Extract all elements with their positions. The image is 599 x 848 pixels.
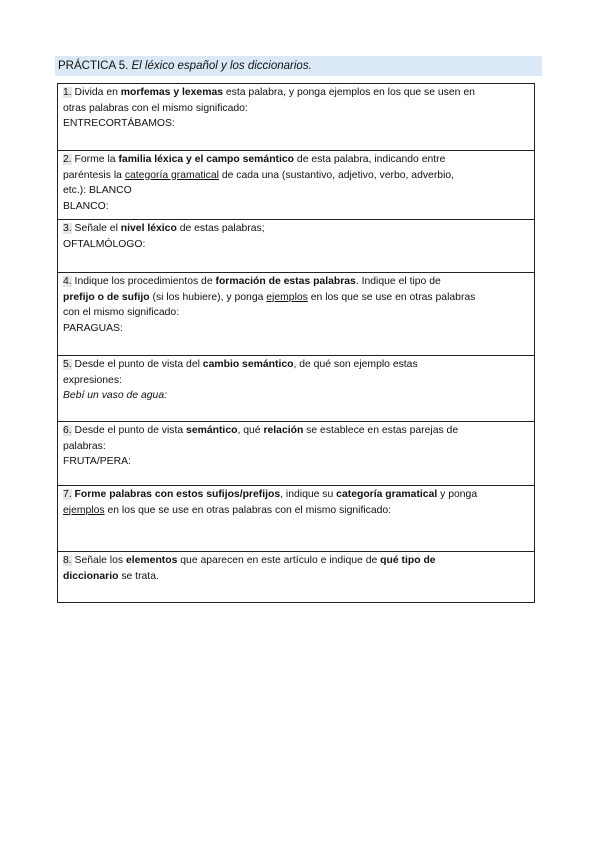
exercise-bold-text: nivel léxico [120, 223, 177, 234]
exercise-text: que aparecen en este artículo e indique de [177, 555, 381, 566]
exercise-bold-text: categoría gramatical [336, 489, 438, 500]
exercise-table [57, 83, 535, 603]
exercise-text: Forme la [71, 154, 119, 165]
exercise-number: 4. [63, 276, 72, 287]
exercise-bold-text: formación de estas palabras [215, 276, 356, 287]
exercise-text: , indique su [280, 489, 337, 500]
exercise-number: 1. [63, 87, 72, 98]
exercise-text: y ponga [437, 489, 478, 500]
exercise-underlined-text: categoría gramatical [124, 169, 219, 181]
exercise-text: palabras: [63, 440, 106, 452]
exercise-text: etc.): BLANCO [63, 185, 132, 196]
exercise-bold-text: cambio semántico [202, 359, 294, 370]
exercise-row-7 [58, 486, 534, 552]
exercise-text: (si los hubiere), y ponga [149, 291, 267, 303]
exercise-bold-text: elementos [125, 555, 178, 566]
exercise-text: Indique los procedimientos de [71, 276, 216, 287]
exercise-text: Divida en [71, 87, 121, 98]
exercise-bold-text: relación [263, 425, 304, 436]
exercise-bold-text: prefijo o de sufijo [63, 291, 150, 303]
exercise-text: de esta palabra, indicando entre [294, 154, 446, 165]
exercise-row-2 [58, 151, 534, 220]
exercise-text: Señale el [71, 223, 121, 234]
exercise-example: Bebí un vaso de agua: [63, 390, 167, 401]
exercise-word: PARAGUAS: [63, 322, 123, 334]
exercise-text: . Indique el tipo de [355, 276, 441, 287]
exercise-row-6 [58, 422, 534, 486]
exercise-row-4 [58, 273, 534, 356]
exercise-text: paréntesis la [63, 169, 125, 181]
exercise-word: FRUTA/PERA: [63, 456, 131, 467]
exercise-bold-text: familia léxica y el campo semántico [118, 154, 295, 165]
exercise-row-5 [58, 356, 534, 422]
exercise-text: Señale los [71, 555, 126, 566]
exercise-bold-text: qué tipo de [380, 555, 436, 566]
exercise-bold-text: semántico [186, 425, 238, 436]
exercise-row-3 [58, 220, 534, 273]
exercise-text: , de qué son ejemplo estas [293, 359, 418, 370]
practice-number: PRÁCTICA 5. [58, 60, 129, 72]
practice-header [55, 56, 542, 76]
exercise-text: otras palabras con el mismo significado: [63, 102, 248, 114]
exercise-word: ENTRECORTÁBAMOS: [63, 118, 175, 129]
exercise-text: de cada una (sustantivo, adjetivo, verbo, adverbio, [218, 169, 455, 181]
exercise-number: 8. [63, 555, 72, 566]
exercise-text: esta palabra, y ponga ejemplos en los que se usen en [223, 87, 475, 98]
exercise-number: 6. [63, 425, 72, 436]
exercise-text: se establece en estas parejas de [303, 425, 459, 436]
exercise-text: , qué [237, 425, 264, 436]
exercise-bold-text: morfemas y lexemas [120, 87, 224, 98]
exercise-number: 3. [63, 223, 72, 234]
exercise-text: en los que se use en otras palabras con el mismo significado: [104, 504, 392, 516]
exercise-text: con el mismo significado: [63, 307, 180, 318]
exercise-text: Desde el punto de vista del [71, 359, 203, 370]
exercise-text: expresiones: [63, 374, 122, 386]
exercise-word: BLANCO: [63, 200, 109, 212]
exercise-number: 7. [63, 489, 72, 500]
exercise-row-8 [58, 552, 534, 602]
exercise-text: Desde el punto de vista [71, 425, 187, 436]
exercise-underlined-text: ejemplos [266, 291, 308, 303]
exercise-bold-text: diccionario [63, 570, 119, 582]
exercise-number: 5. [63, 359, 72, 370]
exercise-word: OFTALMÓLOGO: [63, 238, 146, 250]
exercise-number: 2. [63, 154, 72, 165]
exercise-text: en los que se use en otras palabras [307, 291, 476, 303]
exercise-text: se trata. [118, 570, 159, 582]
exercise-bold-text: Forme palabras con estos sufijos/prefijos [71, 489, 281, 500]
exercise-text: de estas palabras; [176, 223, 265, 234]
exercise-row-1 [58, 84, 534, 151]
exercise-underlined-text: ejemplos [63, 504, 105, 516]
practice-title: El léxico español y los diccionarios. [131, 60, 312, 72]
